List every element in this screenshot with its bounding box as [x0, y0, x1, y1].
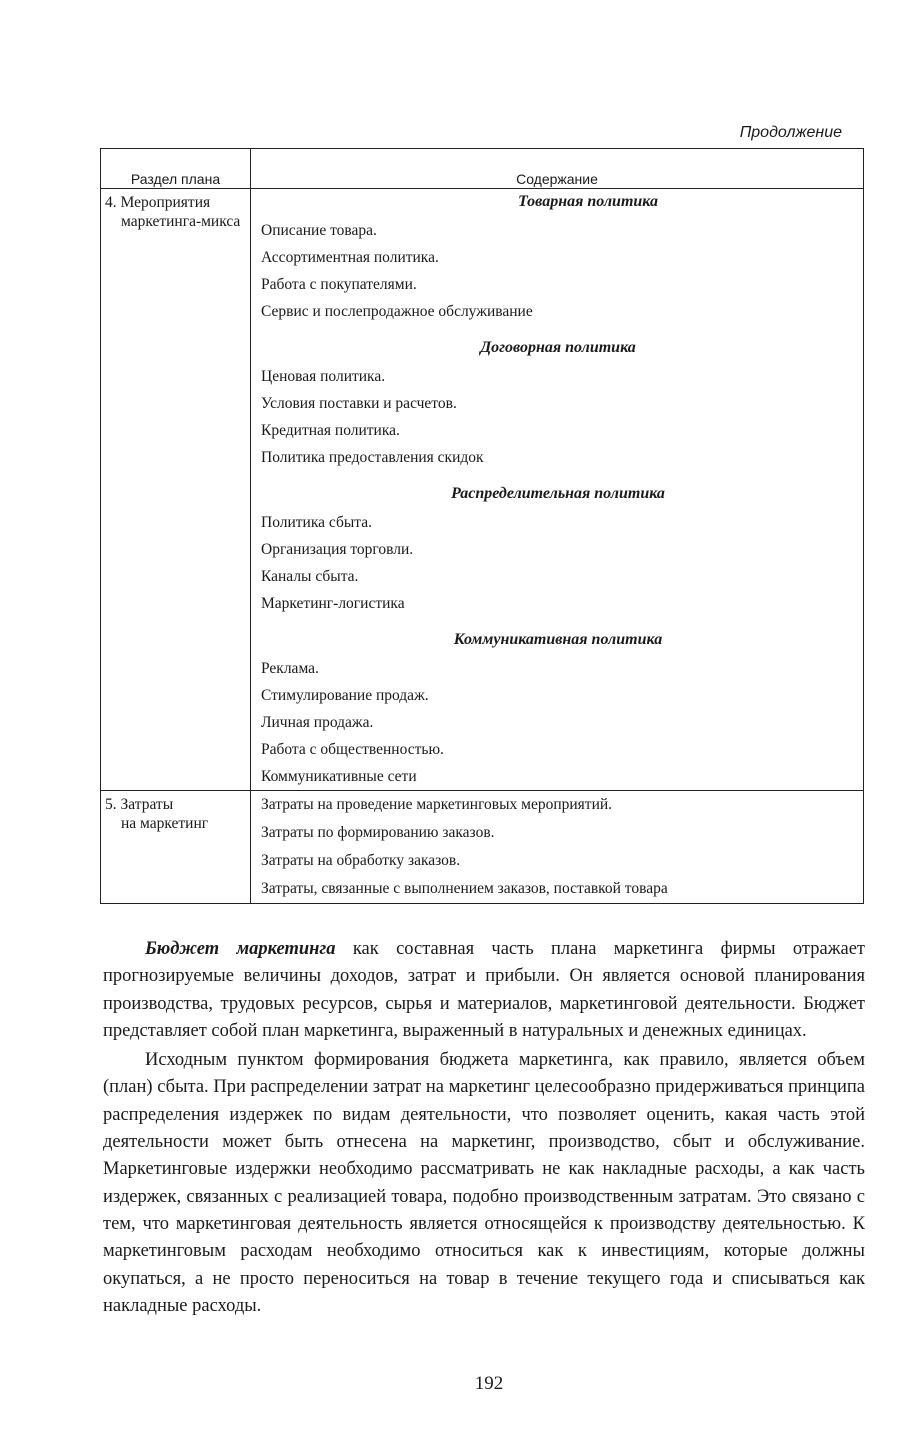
list-item: Ценовая политика. — [261, 368, 386, 385]
section-title: 4. Мероприятия — [105, 194, 211, 211]
content-cell — [251, 791, 864, 904]
list-item: Стимулирование продаж. — [261, 687, 429, 704]
list-item: Коммуникативные сети — [261, 768, 417, 785]
list-item: Условия поставки и расчетов. — [261, 395, 457, 412]
page-number: 192 — [474, 1373, 504, 1394]
list-item: Сервис и послепродажное обслуживание — [261, 303, 533, 320]
policy-group — [261, 193, 855, 325]
table-header-row — [101, 149, 864, 189]
list-item: Политика сбыта. — [261, 514, 372, 531]
list-item: Затраты по формированию заказов. — [261, 824, 495, 841]
paragraph: Исходным пунктом формирования бюджета маркетинга, как правило, является объем (план) сбыта. При распределении затрат на маркетинг целесообразно придерживаться принципа распределения издержек по видам деятельности, что позволяет оценить, какая часть этой деятельности может быть отнесена на маркетинг, производство, сбыт и обслуживание. Маркетинговые издержки необходимо рассматривать не как накладные расходы, а как часть издержек, связанных с реализацией товара, подобно производственным затратам. Это связано с тем, что маркетинговая деятельность является относящейся к производству деятельностью. К маркетинговым расходам необходимо относиться как к инвестициям, которые должны окупаться, а не просто переноситься на товар в течение текущего года и списываться как накладные расходы. — [103, 1050, 865, 1316]
list-item: Затраты на проведение маркетинговых мероприятий. — [261, 796, 613, 813]
table-row — [101, 791, 864, 904]
list-item: Работа с общественностью. — [261, 741, 444, 758]
list-item: Организация торговли. — [261, 541, 414, 558]
policy-group — [261, 339, 855, 471]
defined-term: Бюджет маркетинга — [145, 939, 336, 959]
column-header-content: Содержание — [251, 149, 864, 189]
policy-title: Коммуникативная политика — [453, 631, 663, 648]
policy-title: Договорная политика — [480, 339, 636, 356]
continued-label: Продолжение — [739, 124, 842, 141]
list-item: Описание товара. — [261, 222, 377, 239]
paragraph-text: как составная часть плана маркетинга фирмы отражает прогнозируемые величины доходов, затрат и прибыли. Он является основой планирования производства, трудовых ресурсов, сырья и материалов, маркетинговой деятельности. Бюджет представляет собой план маркетинга, выраженный в натуральных и денежных единицах. — [103, 939, 865, 1041]
content-cell — [251, 189, 864, 791]
section-cell — [101, 189, 251, 791]
policy-group — [261, 631, 855, 790]
list-item: Каналы сбыта. — [261, 568, 359, 585]
paragraph — [103, 936, 865, 1045]
list-item: Реклама. — [261, 660, 319, 677]
section-title-continuation: маркетинга-микса — [121, 213, 241, 230]
list-item: Работа с покупателями. — [261, 276, 417, 293]
policy-title: Распределительная политика — [451, 485, 665, 502]
list-item: Кредитная политика. — [261, 422, 400, 439]
table-row — [101, 189, 864, 791]
list-item: Политика предоставления скидок — [261, 449, 484, 466]
list-item: Затраты, связанные с выполнением заказов, поставкой товара — [261, 880, 668, 897]
policy-group — [261, 485, 855, 617]
list-item: Затраты на обработку заказов. — [261, 852, 461, 869]
section-cell — [101, 791, 251, 904]
policy-title: Товарная политика — [517, 193, 659, 210]
list-item: Маркетинг-логистика — [261, 595, 405, 612]
section-title-continuation: на маркетинг — [121, 815, 209, 832]
list-item: Ассортиментная политика. — [261, 249, 439, 266]
marketing-plan-table — [100, 148, 864, 904]
section-title: 5. Затраты — [105, 796, 174, 813]
column-header-section: Раздел плана — [101, 149, 251, 189]
list-item: Личная продажа. — [261, 714, 374, 731]
body-text — [103, 936, 865, 1320]
